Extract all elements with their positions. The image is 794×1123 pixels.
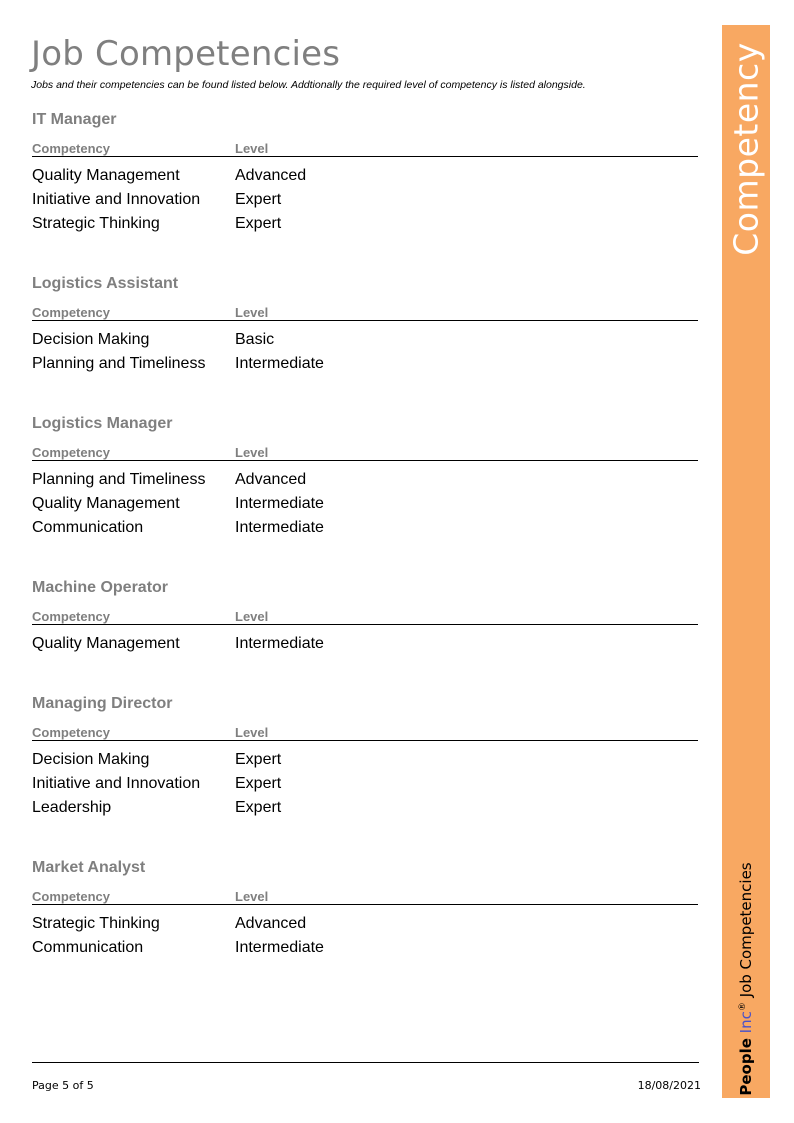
job-title: Logistics Manager [32, 415, 173, 432]
competency-level: Intermediate [235, 519, 324, 536]
competency-name: Quality Management [32, 167, 180, 184]
brand-registered-mark: ® [738, 1002, 748, 1012]
header-divider [32, 460, 698, 461]
page-number: Page 5 of 5 [32, 1079, 94, 1092]
level-column-header: Level [235, 305, 269, 320]
brand-label [737, 862, 755, 1095]
competency-row [32, 751, 698, 775]
header-divider [32, 320, 698, 321]
competency-level: Intermediate [235, 495, 324, 512]
competency-name: Quality Management [32, 495, 180, 512]
competency-column-header: Competency [32, 725, 111, 740]
competency-row [32, 215, 698, 239]
competency-name: Decision Making [32, 751, 150, 768]
page-subtitle: Jobs and their competencies can be found listed below. Addtionally the required level of competency is listed alongside. [31, 79, 586, 91]
competency-level: Expert [235, 215, 282, 232]
competency-name: Initiative and Innovation [32, 775, 201, 792]
competency-column-header: Competency [32, 609, 111, 624]
level-column-header: Level [235, 609, 269, 624]
competency-level: Intermediate [235, 635, 324, 652]
competency-level: Expert [235, 191, 282, 208]
level-column-header: Level [235, 445, 269, 460]
competency-row [32, 775, 698, 799]
competency-level: Expert [235, 751, 282, 768]
sidebar-title: Competency [726, 42, 766, 256]
level-column-header: Level [235, 141, 269, 156]
level-column-header: Level [235, 889, 269, 904]
competency-level: Expert [235, 775, 282, 792]
header-divider [32, 156, 698, 157]
competency-level: Basic [235, 331, 275, 348]
competency-row [32, 471, 698, 495]
header-divider [32, 624, 698, 625]
job-title: IT Manager [32, 111, 117, 128]
job-title: Managing Director [32, 695, 173, 712]
page-title: Job Competencies [31, 34, 341, 74]
header-divider [32, 904, 698, 905]
competency-row [32, 495, 698, 519]
competency-row [32, 331, 698, 355]
brand-inc: Inc [737, 1011, 755, 1034]
job-title: Market Analyst [32, 859, 146, 876]
competency-row [32, 939, 698, 963]
competency-row [32, 167, 698, 191]
competency-column-header: Competency [32, 445, 111, 460]
competency-name: Strategic Thinking [32, 915, 160, 932]
competency-row [32, 635, 698, 659]
competency-name: Planning and Timeliness [32, 471, 206, 488]
report-date: 18/08/2021 [637, 1079, 701, 1092]
footer-divider [32, 1062, 699, 1063]
level-column-header: Level [235, 725, 269, 740]
competency-level: Advanced [235, 915, 307, 932]
competency-row [32, 191, 698, 215]
competency-level: Expert [235, 799, 282, 816]
competency-name: Quality Management [32, 635, 180, 652]
competency-level: Advanced [235, 167, 307, 184]
sidebar-banner [722, 25, 770, 1098]
competency-row [32, 799, 698, 823]
competency-column-header: Competency [32, 889, 111, 904]
competency-name: Communication [32, 939, 144, 956]
competency-name: Planning and Timeliness [32, 355, 206, 372]
competency-name: Strategic Thinking [32, 215, 160, 232]
header-divider [32, 740, 698, 741]
competency-level: Intermediate [235, 939, 324, 956]
competency-row [32, 519, 698, 543]
brand-suffix: Job Competencies [737, 862, 755, 1003]
competency-level: Advanced [235, 471, 307, 488]
brand-people: People [737, 1038, 755, 1096]
job-title: Machine Operator [32, 579, 169, 596]
competency-name: Decision Making [32, 331, 150, 348]
competency-row [32, 355, 698, 379]
competency-name: Communication [32, 519, 144, 536]
competency-column-header: Competency [32, 141, 111, 156]
competency-row [32, 915, 698, 939]
competency-column-header: Competency [32, 305, 111, 320]
competency-name: Leadership [32, 799, 112, 816]
job-title: Logistics Assistant [32, 275, 179, 292]
competency-level: Intermediate [235, 355, 324, 372]
competency-name: Initiative and Innovation [32, 191, 201, 208]
